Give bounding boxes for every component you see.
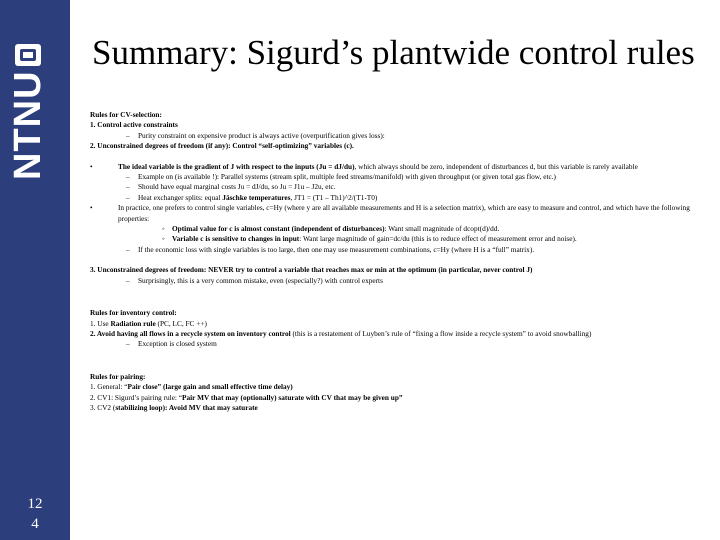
cv-bullet-1b: – Should have equal marginal costs Ju = dJ/du, so Ju = J1u – J2u, etc. bbox=[126, 182, 336, 192]
cv-rule-3: 3. Unconstrained degrees of freedom: NEVER try to control a variable that reaches max or min at the optimum (in particular, never control J) bbox=[90, 265, 533, 275]
cv-heading: Rules for CV-selection: bbox=[90, 110, 162, 119]
cv-bullet-1c: – Heat exchanger splits: equal Jäschke temperatures, JT1 = (T1 – Th1)^2/(T1-T0) bbox=[126, 192, 378, 202]
cv-bullet-2a: ◦ Optimal value for c is almost constant (independent of disturbances): Want small magnitude of dcopt(d)/dd. bbox=[162, 224, 500, 234]
inventory-heading: Rules for inventory control: bbox=[90, 308, 177, 318]
slide-number: 12 4 bbox=[27, 496, 43, 532]
ntnu-logo bbox=[0, 40, 70, 190]
inventory-rule-2: 2. Avoid having all flows in a recycle system on inventory control (this is a restatement of Luyben’s rule of “fixing a flow inside a recycle system” to avoid snowballing) bbox=[90, 328, 592, 338]
cv-bullet-1: • The ideal variable is the gradient of J with respect to the inputs (Ju = dJ/du), which always should be zero, independent of disturbances d, but this variable is rarely available bbox=[90, 161, 638, 171]
slide-title: Summary: Sigurd’s plantwide control rules bbox=[92, 33, 695, 72]
cv-bullet-1a: – Example on (is available !): Parallel systems (stream split, multiple feed streams/manifold) with given throughput (or given total gas flow, etc.) bbox=[126, 172, 556, 182]
pairing-rule-1: 1. General: “Pair close” (large gain and small effective time delay) bbox=[90, 382, 293, 392]
inventory-rule-1: 1. Use Radiation rule (PC, LC, FC ++) bbox=[90, 318, 207, 328]
cv-bullet-2b: ◦ Variable c is sensitive to changes in input: Want large magnitude of gain=dc/du (this is to reduce effect of measurement error and noise). bbox=[162, 234, 577, 244]
ntnu-sidebar bbox=[0, 0, 70, 540]
cv-rule-1: 1. Control active constraints bbox=[90, 120, 178, 130]
pairing-heading: Rules for pairing: bbox=[90, 371, 146, 381]
inventory-rule-2a: – Exception is closed system bbox=[126, 339, 217, 349]
pairing-rule-3: 3. CV2 (stabilizing loop): Avoid MV that may saturate bbox=[90, 402, 258, 412]
cv-rule-2: 2. Unconstrained degrees of freedom (if any): Control “self-optimizing” variables (c). bbox=[90, 141, 354, 151]
slide-body bbox=[90, 110, 710, 413]
cv-bullet-2: • In practice, one prefers to control single variables, c=Hy (where y are all available measurements and H is a selection matrix), which are easy to measure and control, and which have the following properties: bbox=[90, 203, 690, 223]
cv-rule-1a: – Purity constraint on expensive product is always active (overpurification gives loss): bbox=[126, 130, 385, 140]
cv-rule-3a: – Surprisingly, this is a very common mistake, even (especially?) with control experts bbox=[126, 275, 383, 285]
cv-bullet-2c: – If the economic loss with single variables is too large, then one may use measurement combinations, c=Hy (where H is a “full” matrix). bbox=[126, 244, 535, 254]
pairing-rule-2: 2. CV1: Sigurd’s pairing rule: “Pair MV that may (optionally) saturate with CV that may be given up” bbox=[90, 392, 403, 402]
svg-text:NTNU: NTNU bbox=[7, 70, 49, 180]
